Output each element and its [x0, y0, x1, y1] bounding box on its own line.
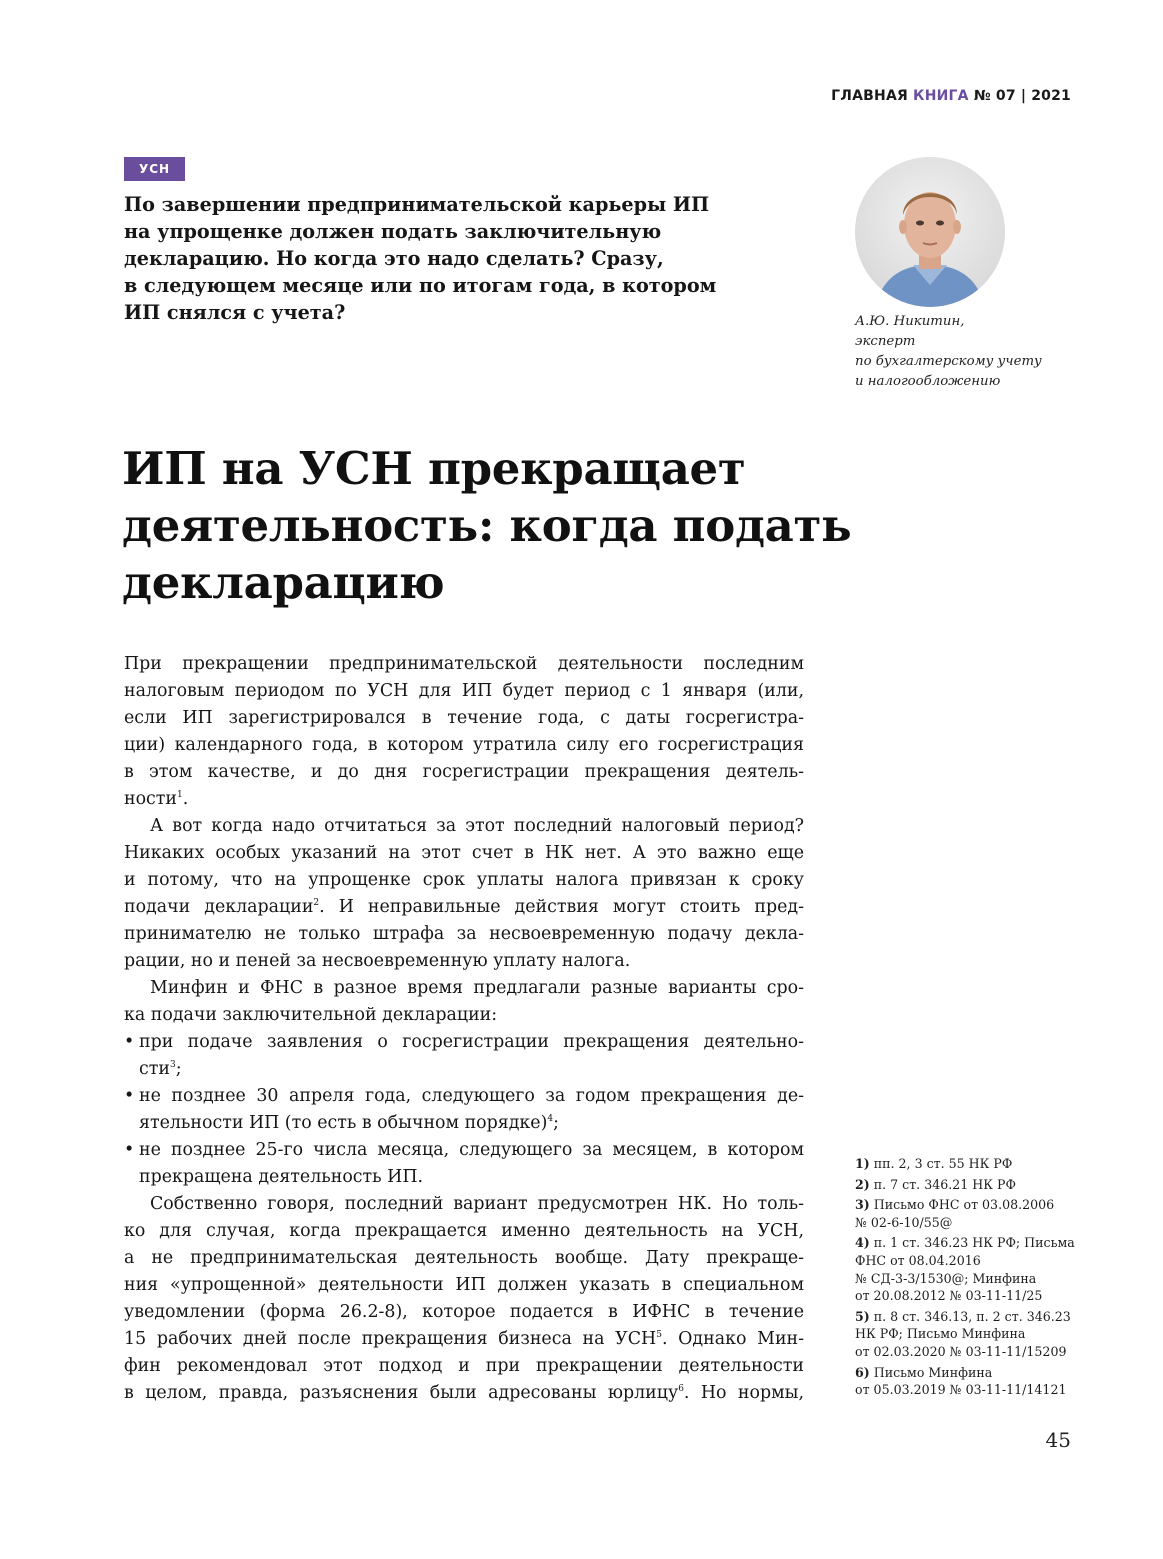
body-line: уведомлении (форма 26.2-8), которое подается в ИФНС в течение — [124, 1302, 804, 1322]
lead-line: ИП снялся с учета? — [124, 301, 346, 324]
footnote-text: от 02.03.2020 № 03-11-11/15209 — [855, 1343, 1067, 1359]
footnote-text: п. 7 ст. 346.21 НК РФ — [873, 1176, 1016, 1192]
footnote-number: 5) — [855, 1308, 870, 1324]
footnote-number: 6) — [855, 1364, 870, 1380]
author-caption — [855, 312, 1042, 392]
footnote-ref[interactable]: 5 — [656, 1330, 662, 1340]
lead-line: на упрощенке должен подать заключительную — [124, 220, 662, 243]
footnote-item — [855, 1234, 1075, 1304]
title-line: ИП на УСН прекращает — [122, 442, 746, 495]
bullet-item: • не позднее 30 апреля года, следующего за годом прекращения де- — [124, 1083, 804, 1110]
article-title — [122, 440, 851, 611]
author-role-line: по бухгалтерскому учету — [855, 354, 1042, 369]
body-line: А вот когда надо отчитаться за этот последний налоговый период? — [150, 816, 804, 836]
body-line: налоговым периодом по УСН для ИП будет период с 1 января (или, — [124, 681, 804, 701]
footnote-text: Письмо ФНС от 03.08.2006 — [873, 1197, 1055, 1213]
bullet-continuation — [124, 1110, 804, 1137]
footnote-number: 3) — [855, 1197, 870, 1213]
brand-accent: КНИГА — [913, 88, 969, 104]
footnote-number: 1) — [855, 1156, 870, 1171]
author-photo — [855, 157, 1005, 307]
bullet-item: • не позднее 25-го числа месяца, следующего за месяцем, в котором — [124, 1137, 804, 1164]
footnote-ref[interactable]: 2 — [313, 898, 320, 908]
page-number: 45 — [1045, 1428, 1071, 1452]
body-line: Минфин и ФНС в разное время предлагали разные варианты сро- — [150, 978, 804, 998]
bullet-item: • при подаче заявления о госрегистрации прекращения деятельно- — [124, 1029, 804, 1056]
footnotes — [855, 1155, 1075, 1402]
footnote-item — [855, 1308, 1075, 1361]
footnote-text: п. 1 ст. 346.23 НК РФ; Письма — [873, 1235, 1075, 1251]
rubric-badge: УСН — [124, 157, 185, 181]
footnote-text: № 02-6-10/55@ — [855, 1214, 953, 1230]
body-text: 15 рабочих дней после прекращения бизнеса на УСН — [124, 1329, 657, 1349]
author-portrait-icon — [855, 157, 1005, 307]
article-body — [124, 651, 804, 1407]
body-text: ; — [175, 1059, 182, 1079]
body-line: Собственно говоря, последний вариант предусмотрен НК. Но толь- — [150, 1194, 804, 1214]
footnote-ref[interactable]: 3 — [169, 1060, 176, 1070]
body-line: Никаких особых указаний на этот счет в НК нет. А это важно еще — [124, 843, 804, 863]
body-line: ко для случая, когда прекращается именно деятельность на УСН, — [124, 1221, 804, 1241]
body-text: в целом, правда, разъяснения были адресованы юрлицу — [124, 1383, 679, 1403]
body-line: и потому, что на упрощенке срок уплаты налога привязан к сроку — [124, 870, 804, 890]
body-line: ции) календарного года, в котором утратила силу его госрегистрация — [124, 735, 804, 755]
footnote-item — [855, 1364, 1075, 1399]
body-line: ния «упрощенной» деятельности ИП должен указать в специальном — [124, 1275, 804, 1295]
footnote-text: от 05.03.2019 № 03-11-11/14121 — [855, 1382, 1067, 1398]
author-role-line: и налогообложению — [855, 374, 1001, 389]
footnote-text: ФНС от 08.04.2016 — [855, 1252, 981, 1268]
footnote-text: от 20.08.2012 № 03-11-11/25 — [855, 1288, 1043, 1304]
body-text: . Но нормы, — [683, 1383, 805, 1403]
body-text: ятельности ИП (то есть в обычном порядке) — [139, 1113, 548, 1133]
brand-main: ГЛАВНАЯ — [831, 88, 908, 104]
title-line: декларацию — [122, 556, 445, 609]
bullet-continuation — [124, 1056, 804, 1083]
body-text: . Однако Мин- — [661, 1329, 805, 1349]
lead-paragraph — [124, 191, 764, 326]
body-text: . — [182, 789, 189, 809]
lead-line: декларацию. Но когда это надо сделать? Сразу, — [124, 247, 664, 270]
body-line: ка подачи заключительной декларации: — [124, 1005, 498, 1025]
bullet-continuation: прекращена деятельность ИП. — [139, 1167, 424, 1187]
body-line — [124, 786, 804, 813]
author-role-line: эксперт — [855, 334, 916, 349]
footnote-ref[interactable]: 4 — [547, 1114, 554, 1124]
footnote-ref[interactable]: 1 — [177, 790, 183, 800]
body-text: сти — [139, 1059, 170, 1079]
body-line: принимателю не только штрафа за несвоевременную подачу декла- — [124, 924, 804, 944]
author-name: А.Ю. Никитин, — [855, 314, 965, 329]
body-text: . И неправильные действия могут стоить пред- — [319, 897, 804, 917]
footnote-ref[interactable]: 6 — [678, 1384, 684, 1394]
footnote-item — [855, 1196, 1075, 1231]
body-text: подачи декларации — [124, 897, 314, 917]
body-line — [124, 1326, 804, 1353]
body-line — [124, 1380, 804, 1407]
body-line: фин рекомендовал этот подход и при прекращении деятельности — [124, 1356, 804, 1376]
footnote-text: пп. 2, 3 ст. 55 НК РФ — [873, 1156, 1013, 1171]
footnote-text: Письмо Минфина — [873, 1364, 993, 1380]
footnote-number: 2) — [855, 1176, 870, 1192]
body-line: в этом качестве, и до дня госрегистрации прекращения деятель- — [124, 762, 804, 782]
footnote-text: НК РФ; Письмо Минфина — [855, 1326, 1026, 1342]
body-text: ; — [553, 1113, 559, 1133]
lead-line: По завершении предпринимательской карьеры ИП — [124, 193, 710, 216]
footnote-item — [855, 1155, 1075, 1173]
body-line — [124, 894, 804, 921]
footnote-text: № СД-3-3/1530@; Минфина — [855, 1270, 1037, 1286]
title-line: деятельность: когда подать — [122, 499, 852, 552]
body-line: рации, но и пеней за несвоевременную уплату налога. — [124, 951, 631, 971]
footnote-item — [855, 1176, 1075, 1194]
issue-number: № 07 | 2021 — [973, 88, 1071, 104]
body-line: а не предпринимательская деятельность вообще. Дату прекраще- — [124, 1248, 804, 1268]
lead-line: в следующем месяце или по итогам года, в котором — [124, 274, 717, 297]
body-line: При прекращении предпринимательской деятельности последним — [124, 654, 804, 674]
magazine-header — [831, 88, 1071, 104]
footnote-text: п. 8 ст. 346.13, п. 2 ст. 346.23 — [873, 1308, 1071, 1324]
body-line: если ИП зарегистрировался в течение года, с даты госрегистра- — [124, 708, 804, 728]
footnote-number: 4) — [855, 1235, 870, 1251]
body-text: ности — [124, 789, 178, 809]
